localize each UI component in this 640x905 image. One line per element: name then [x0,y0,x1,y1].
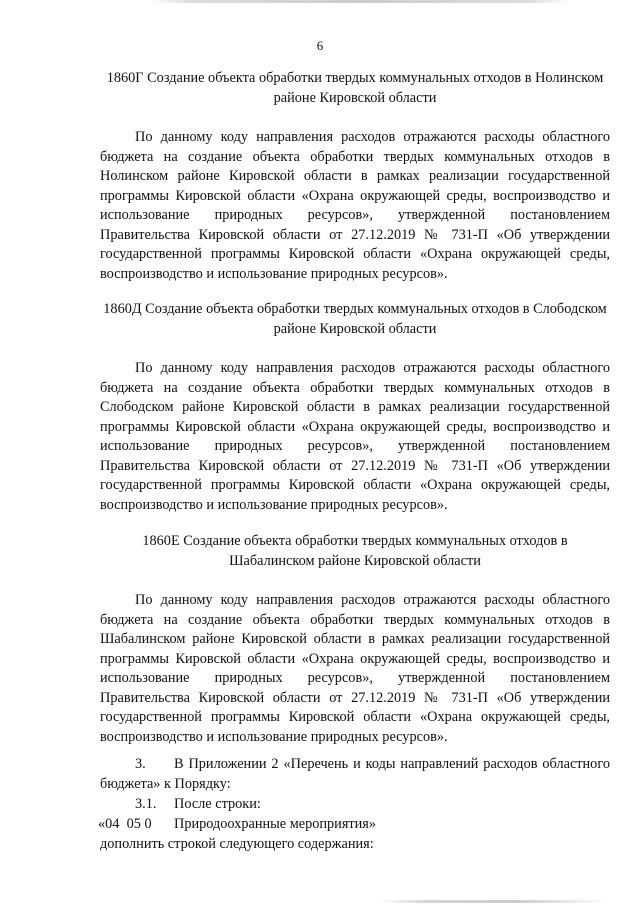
section-heading: 1860Д Создание объекта обработки твердых коммунальных отходов в Слободском районе Кировской области [103,301,607,337]
section-paragraph: По данному коду направления расходов отражаются расходы областного бюджета на создание объекта обработки твердых коммунальных отходов в Слободском районе Кировской области в рамках реализации государственной программы Кировской области «Охрана окружающей среды, воспроизводство и использование природных ресурсов», утвержденной постановлением Правительства Кировской области от 27.12.2019 № 731-П «Об утверждении государственной программы Кировской области «Охрана окружающей среды, воспроизводство и использование природных ресурсов». [100,360,610,513]
section-paragraph: По данному коду направления расходов отражаются расходы областного бюджета на создание объекта обработки твердых коммунальных отходов в Шабалинском районе Кировской области в рамках реализации государственной программы Кировской области «Охрана окружающей среды, воспроизводство и использование природных ресурсов», утвержденной постановлением Правительства Кировской области от 27.12.2019 № 731-П «Об утверждении государственной программы Кировской области «Охрана окружающей среды, воспроизводство и использование природных ресурсов». [100,592,610,745]
code-name-cell: Природоохранные мероприятия» [174,816,377,832]
scan-artifact-top [150,0,570,3]
item-number: 3. [135,756,146,772]
subitem-text: После строки: [174,796,261,812]
item-paragraph: В Приложении 2 «Перечень и коды направлений расходов областного бюджета» к Порядку: [100,756,610,792]
code-cell: «04 05 0 [98,816,152,832]
section-paragraph: По данному коду направления расходов отражаются расходы областного бюджета на создание объекта обработки твердых коммунальных отходов в Нолинском районе Кировской области в рамках реализации государственной программы Кировской области «Охрана окружающей среды, воспроизводство и использование природных ресурсов», утвержденной постановлением Правительства Кировской области от 27.12.2019 № 731-П «Об утверждении государственной программы Кировской области «Охрана окружающей среды, воспроизводство и использование природных ресурсов». [100,129,610,282]
page-number: 6 [316,38,324,53]
subitem-number: 3.1. [135,796,157,812]
supplement-text: дополнить строкой следующего содержания: [100,836,374,852]
section-heading: 1860Е Создание объекта обработки твердых коммунальных отходов в Шабалинском районе Кировской области [142,533,568,569]
scan-artifact-bottom [380,900,610,903]
section-heading: 1860Г Создание объекта обработки твердых коммунальных отходов в Нолинском районе Кировской области [106,70,604,106]
